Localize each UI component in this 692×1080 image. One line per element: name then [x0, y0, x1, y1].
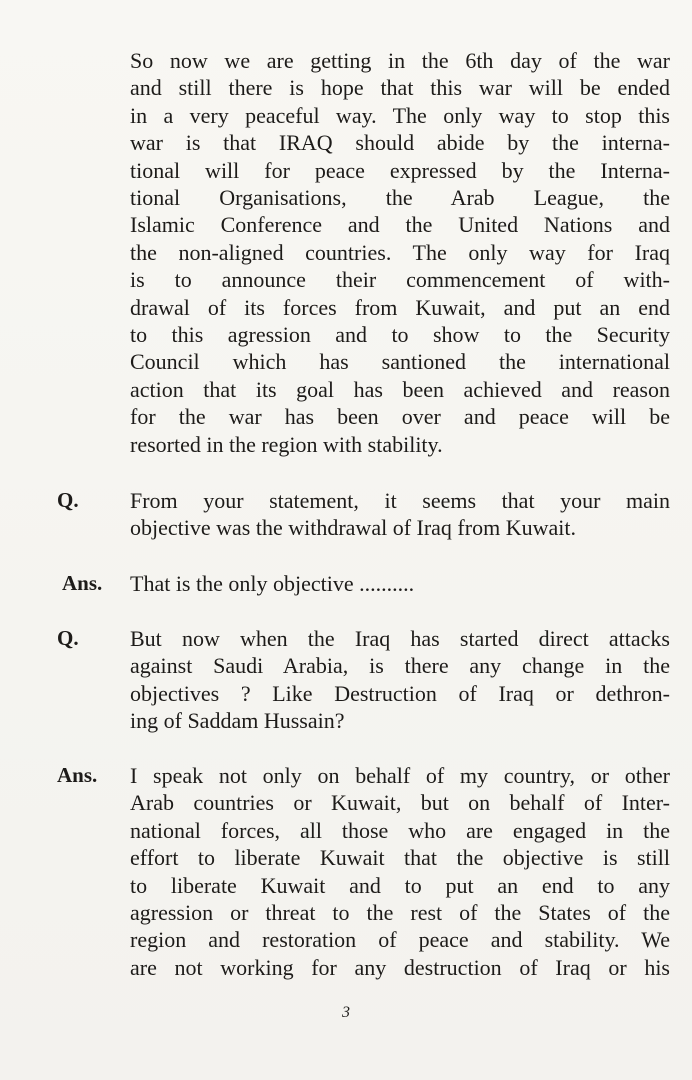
question-label: Q. [57, 626, 79, 650]
text-line: From your statement, it seems that your main [130, 488, 670, 513]
answer-label: Ans. [57, 763, 98, 787]
text-line: is to announce their commencement of with- [130, 267, 670, 293]
page-number: 3 [342, 1004, 350, 1021]
question-text [130, 487, 670, 542]
text-line: region and restoration of peace and stability. We [130, 927, 670, 953]
text-line: against Saudi Arabia, is there any change in the [130, 653, 670, 679]
text-line: resorted in the region with stability. [130, 431, 443, 457]
text-line: and still there is hope that this war will be ended [130, 75, 670, 101]
text-line: Arab countries or Kuwait, but on behalf of Inter- [130, 790, 670, 816]
text-line: are not working for any destruction of Iraq or his [130, 954, 670, 980]
answer-label: Ans. [62, 571, 103, 595]
answer-text [130, 762, 670, 981]
text-line: tional Organisations, the Arab League, the [130, 185, 670, 211]
question-text [130, 625, 670, 735]
opening-paragraph [130, 47, 670, 458]
text-line: ing of Saddam Hussain? [130, 708, 345, 734]
text-line: drawal of its forces from Kuwait, and put an end [130, 294, 670, 320]
text-line: national forces, all those who are engaged in the [130, 817, 670, 843]
answer-text [130, 570, 670, 597]
text-line: objective was the withdrawal of Iraq from Kuwait. [130, 515, 576, 541]
text-line: I speak not only on behalf of my country, or other [130, 763, 670, 788]
text-line: to this agression and to show to the Security [130, 322, 670, 348]
text-line: in a very peaceful way. The only way to stop this [130, 102, 670, 128]
text-line: effort to liberate Kuwait that the objective is still [130, 845, 670, 871]
text-line: agression or threat to the rest of the States of the [130, 900, 670, 926]
question-label: Q. [57, 488, 79, 512]
text-line: So now we are getting in the 6th day of the war [130, 48, 670, 73]
text-line: Council which has santioned the international [130, 349, 670, 375]
text-line: the non-aligned countries. The only way for Iraq [130, 239, 670, 265]
text-line: That is the only objective .......... [130, 571, 415, 596]
text-line: Islamic Conference and the United Nations and [130, 212, 670, 238]
text-line: tional will for peace expressed by the Interna- [130, 157, 670, 183]
text-line: for the war has been over and peace will be [130, 404, 670, 430]
text-line: to liberate Kuwait and to put an end to any [130, 872, 670, 898]
text-line: war is that IRAQ should abide by the interna- [130, 130, 670, 156]
text-line: action that its goal has been achieved and reason [130, 376, 670, 402]
text-line: But now when the Iraq has started direct attacks [130, 626, 670, 651]
text-line: objectives ? Like Destruction of Iraq or dethron- [130, 680, 670, 706]
